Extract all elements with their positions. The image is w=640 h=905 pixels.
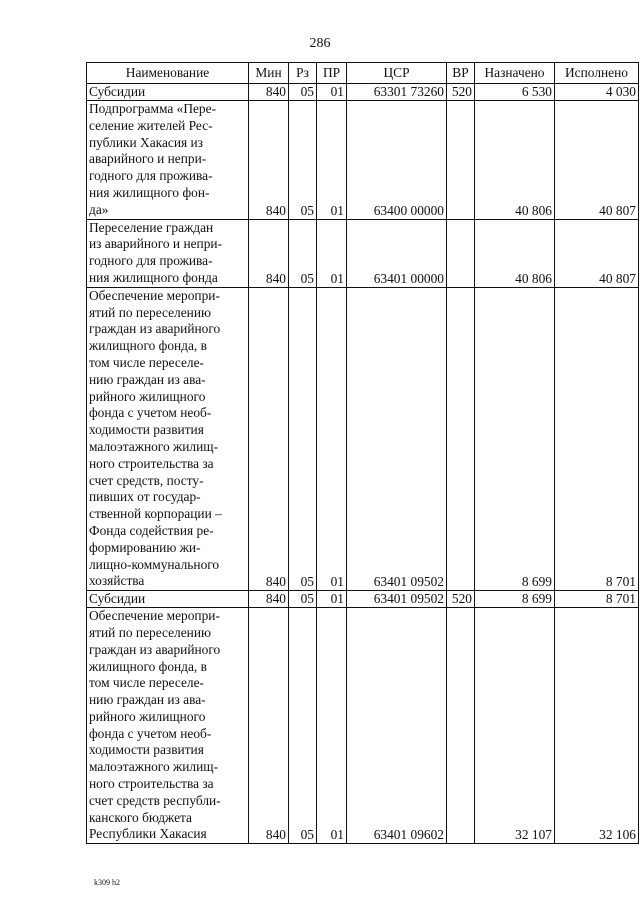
row-min: 840 xyxy=(249,84,289,101)
row-pr: 01 xyxy=(317,287,347,590)
row-vr xyxy=(447,608,475,844)
table-row xyxy=(87,219,639,287)
row-name: Обеспечение меропри- ятий по переселению граждан из аварийного жилищного фонда, в том числе переселе- нию граждан из ава- рийного жилищного фонда с учетом необ- ходимости развития малоэтажного жилищ- ного строительства за счет средств, посту- пивших от государ- ственной корпорации – Фонда содействия ре- формированию жи- лищно-коммунального хозяйства xyxy=(87,287,249,590)
row-csr: 63401 09502 xyxy=(347,591,447,608)
row-min: 840 xyxy=(249,608,289,844)
row-executed: 8 701 xyxy=(555,591,639,608)
row-csr: 63401 09602 xyxy=(347,608,447,844)
row-executed: 8 701 xyxy=(555,287,639,590)
row-name: Субсидии xyxy=(87,84,249,101)
row-min: 840 xyxy=(249,287,289,590)
row-min: 840 xyxy=(249,219,289,287)
table-header-row xyxy=(87,63,639,84)
row-csr: 63401 09502 xyxy=(347,287,447,590)
row-rz: 05 xyxy=(289,84,317,101)
row-min: 840 xyxy=(249,591,289,608)
row-assigned: 32 107 xyxy=(475,608,555,844)
header-name: Наименование xyxy=(87,63,249,84)
row-rz: 05 xyxy=(289,608,317,844)
table-row xyxy=(87,84,639,101)
row-name: Обеспечение меропри- ятий по переселению граждан из аварийного жилищного фонда, в том числе переселе- нию граждан из ава- рийного жилищного фонда с учетом необ- ходимости развития малоэтажного жилищ- ного строительства за счет средств республи- канского бюджета Республики Хакасия xyxy=(87,608,249,844)
row-rz: 05 xyxy=(289,219,317,287)
row-assigned: 40 806 xyxy=(475,219,555,287)
header-min: Мин xyxy=(249,63,289,84)
row-executed: 32 106 xyxy=(555,608,639,844)
row-vr xyxy=(447,219,475,287)
page-number: 286 xyxy=(309,36,331,51)
row-pr: 01 xyxy=(317,219,347,287)
header-rz: Рз xyxy=(289,63,317,84)
header-assigned: Назначено xyxy=(475,63,555,84)
row-csr: 63401 00000 xyxy=(347,219,447,287)
row-pr: 01 xyxy=(317,591,347,608)
table-row xyxy=(87,101,639,220)
table-row xyxy=(87,591,639,608)
row-executed: 4 030 xyxy=(555,84,639,101)
row-executed: 40 807 xyxy=(555,101,639,220)
row-assigned: 8 699 xyxy=(475,287,555,590)
table-row xyxy=(87,608,639,844)
budget-table xyxy=(86,62,639,844)
row-pr: 01 xyxy=(317,608,347,844)
row-csr: 63301 73260 xyxy=(347,84,447,101)
row-csr: 63400 00000 xyxy=(347,101,447,220)
row-rz: 05 xyxy=(289,287,317,590)
header-vr: ВР xyxy=(447,63,475,84)
row-name: Субсидии xyxy=(87,591,249,608)
row-vr: 520 xyxy=(447,591,475,608)
row-executed: 40 807 xyxy=(555,219,639,287)
row-pr: 01 xyxy=(317,84,347,101)
row-assigned: 8 699 xyxy=(475,591,555,608)
header-executed: Исполнено xyxy=(555,63,639,84)
row-assigned: 6 530 xyxy=(475,84,555,101)
row-pr: 01 xyxy=(317,101,347,220)
table-row xyxy=(87,287,639,590)
footer-code: k309 h2 xyxy=(94,878,120,887)
row-name: Подпрограмма «Пере- селение жителей Рес- публики Хакасия из аварийного и непри- годного для прожива- ния жилищного фон- да» xyxy=(87,101,249,220)
row-assigned: 40 806 xyxy=(475,101,555,220)
row-vr: 520 xyxy=(447,84,475,101)
row-rz: 05 xyxy=(289,591,317,608)
header-pr: ПР xyxy=(317,63,347,84)
row-vr xyxy=(447,287,475,590)
row-rz: 05 xyxy=(289,101,317,220)
header-csr: ЦСР xyxy=(347,63,447,84)
row-min: 840 xyxy=(249,101,289,220)
row-vr xyxy=(447,101,475,220)
row-name: Переселение граждан из аварийного и непри- годного для прожива- ния жилищного фонда xyxy=(87,219,249,287)
